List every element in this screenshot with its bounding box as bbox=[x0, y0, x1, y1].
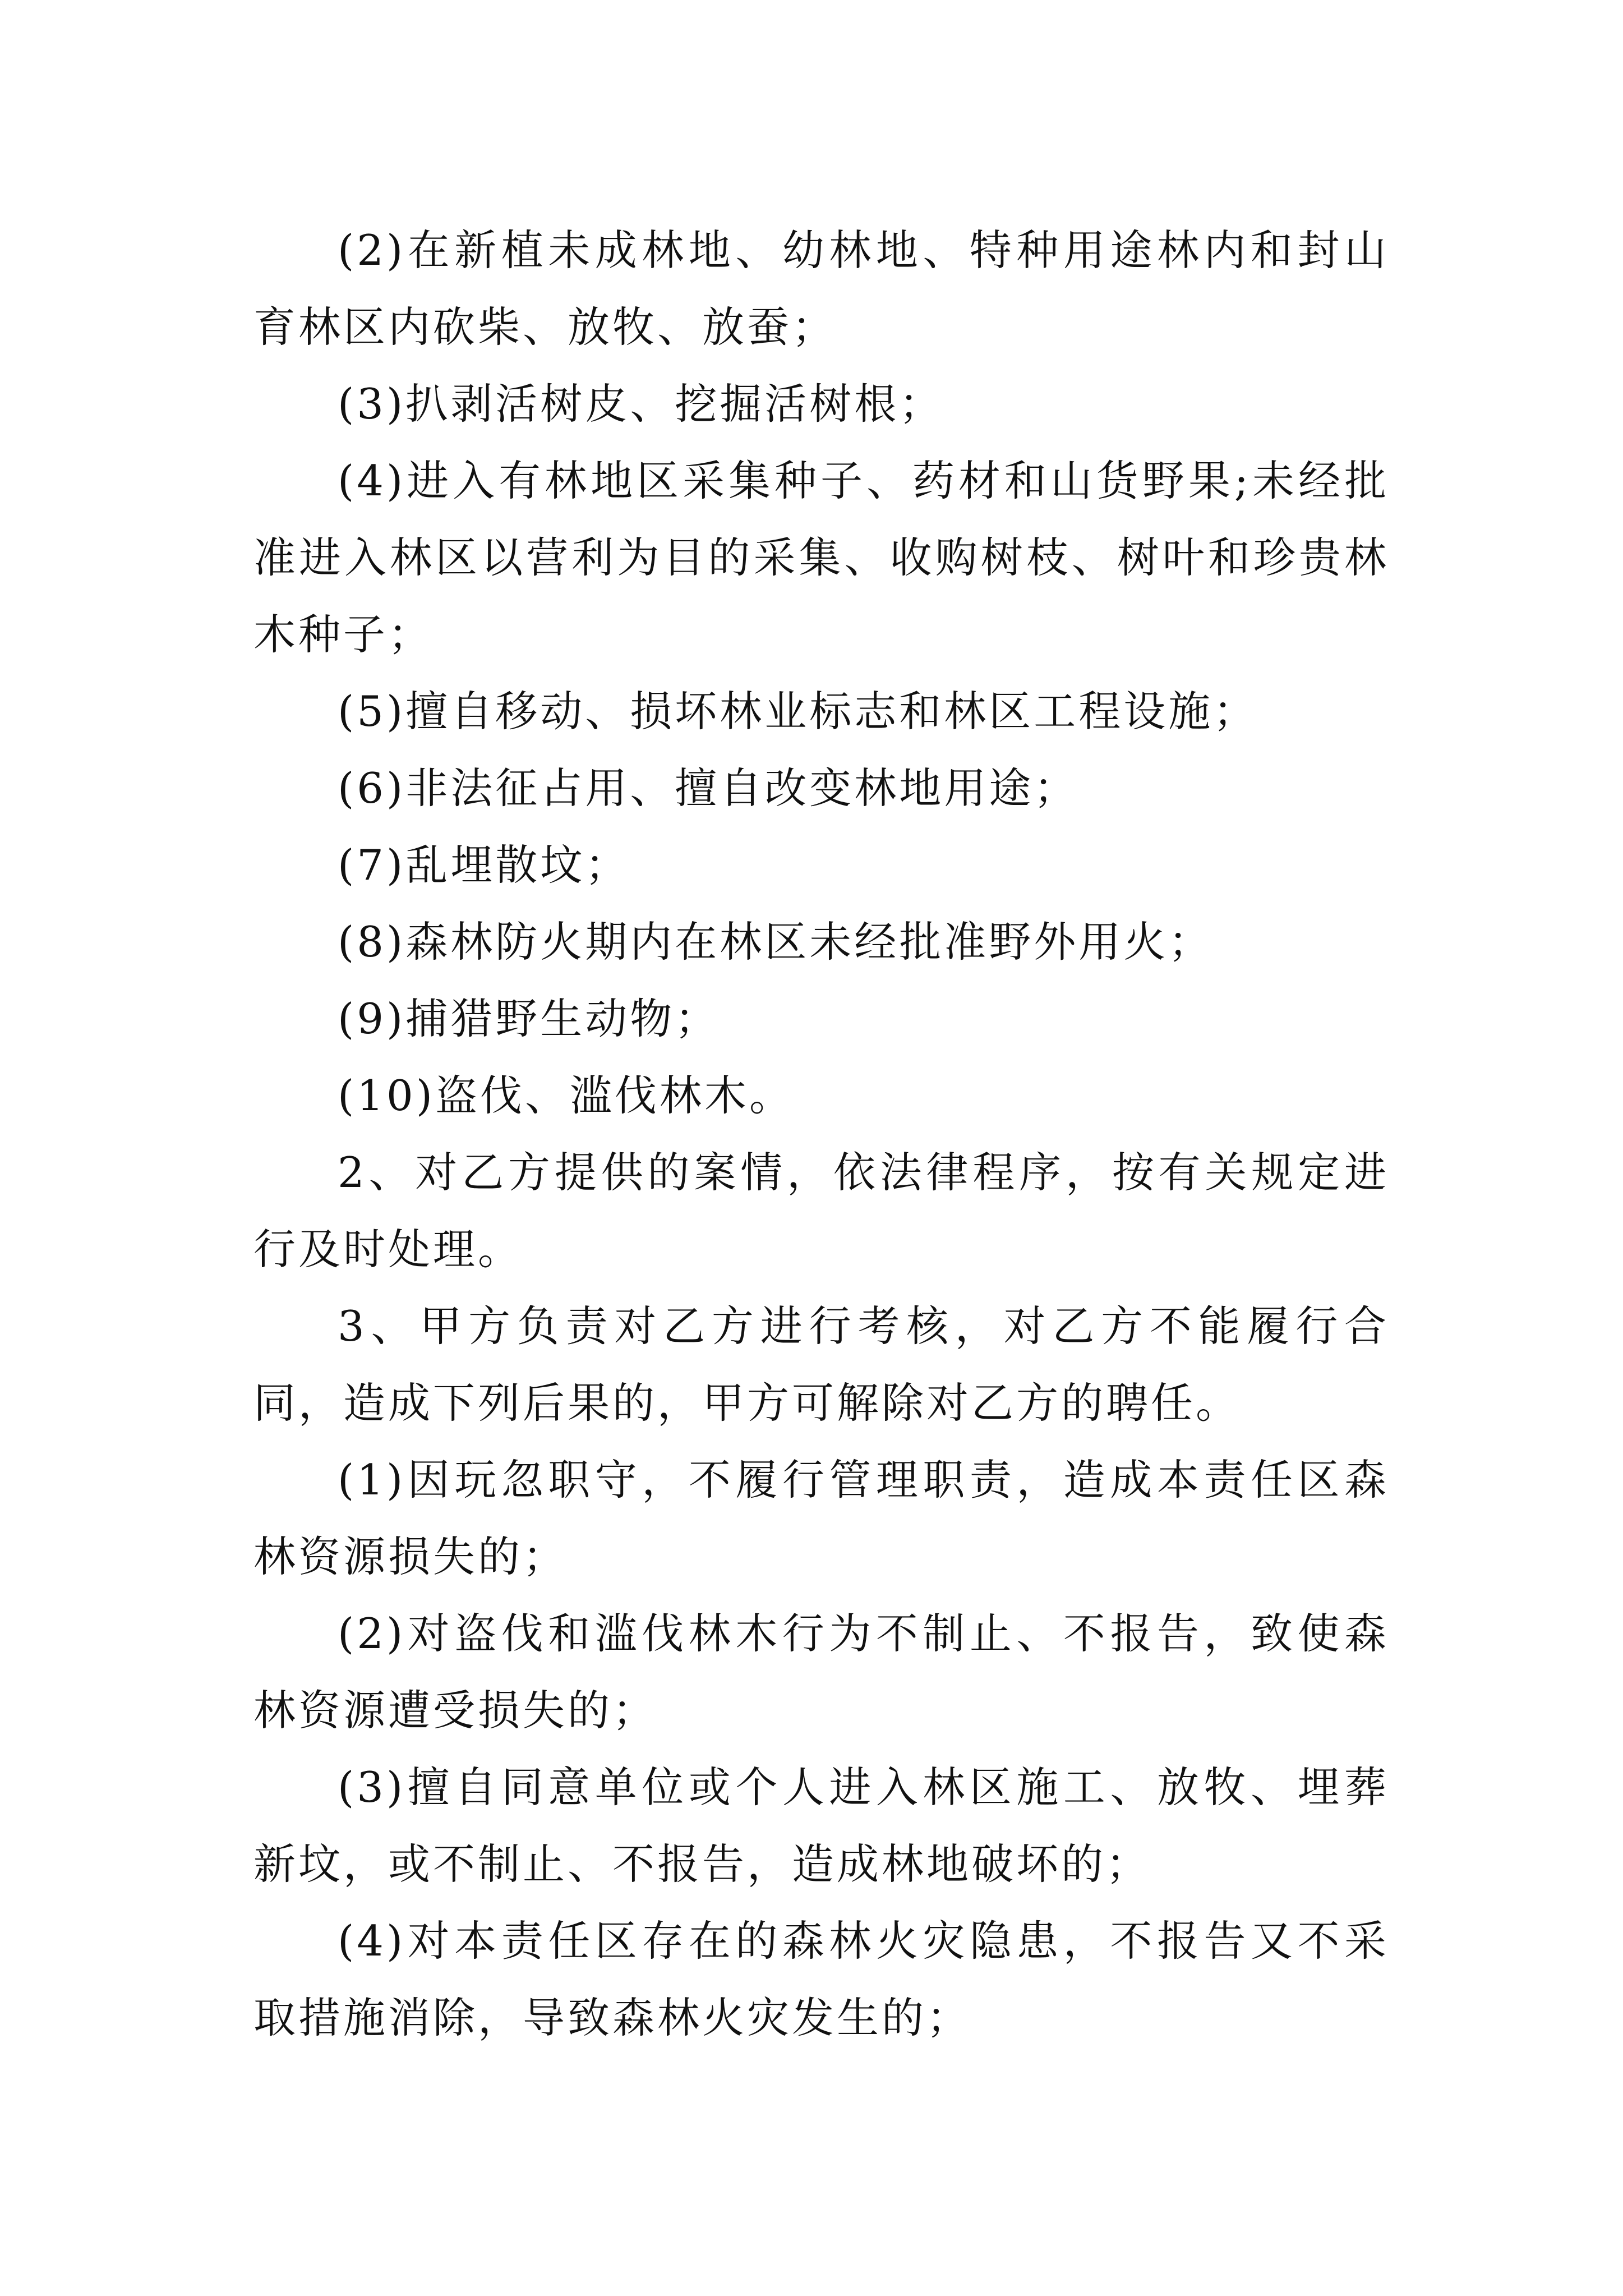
document-body bbox=[253, 212, 1389, 2056]
paragraph: 2、对乙方提供的案情，依法律程序，按有关规定进行及时处理。 bbox=[253, 1148, 1389, 1274]
paragraph: (3)扒剥活树皮、挖掘活树根； bbox=[338, 379, 944, 429]
paragraph: (4)对本责任区存在的森林火灾隐患，不报告又不采取措施消除，导致森林火灾发生的； bbox=[253, 1916, 1389, 2042]
paragraph: (9)捕猎野生动物； bbox=[338, 994, 720, 1043]
paragraph: (7)乱埋散坟； bbox=[338, 840, 630, 890]
paragraph: (6)非法征占用、擅自改变林地用途； bbox=[338, 763, 1079, 813]
paragraph: (3)擅自同意单位或个人进入林区施工、放牧、埋葬新坟，或不制止、不报告，造成林地破坏的； bbox=[253, 1763, 1389, 1889]
paragraph: (1)因玩忽职守，不履行管理职责，造成本责任区森林资源损失的； bbox=[253, 1455, 1389, 1581]
paragraph: 3、甲方负责对乙方进行考核，对乙方不能履行合同，造成下列后果的，甲方可解除对乙方的聘任。 bbox=[253, 1301, 1389, 1428]
paragraph: (2)对盗伐和滥伐林木行为不制止、不报告，致使森林资源遭受损失的； bbox=[253, 1609, 1389, 1735]
paragraph: (4)进入有林地区采集种子、药材和山货野果;未经批准进入林区以营利为目的采集、收购树枝、树叶和珍贵林木种子； bbox=[253, 456, 1389, 659]
paragraph: (10)盗伐、滥伐林木。 bbox=[338, 1071, 794, 1120]
paragraph: (2)在新植未成林地、幼林地、特种用途林内和封山育林区内砍柴、放牧、放蚕； bbox=[253, 226, 1389, 352]
paragraph: (5)擅自移动、损坏林业标志和林区工程设施； bbox=[338, 687, 1258, 736]
paragraph: (8)森林防火期内在林区未经批准野外用火； bbox=[338, 917, 1214, 967]
